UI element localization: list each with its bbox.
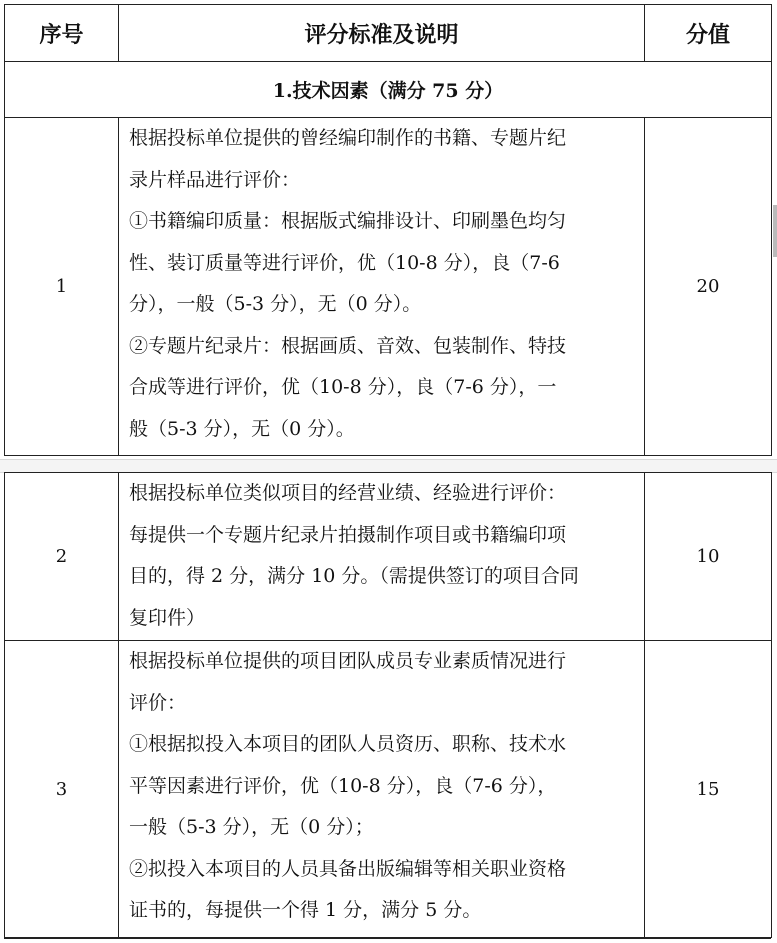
row-criteria	[119, 473, 645, 641]
table-row	[5, 473, 772, 641]
section-row	[5, 62, 772, 118]
criteria-line: ①根据拟投入本项目的团队人员资历、职称、技术水	[129, 733, 567, 755]
page-edge-mark	[773, 205, 777, 257]
scoring-table-page-2	[4, 472, 772, 938]
row-index: 1	[5, 118, 119, 456]
table-continuation-edge	[4, 938, 771, 943]
criteria-line: ①书籍编印质量：根据版式编排设计、印刷墨色均匀	[129, 210, 567, 232]
criteria-line: 分），一般（5-3 分），无（0 分）。	[129, 293, 422, 315]
criteria-line: 评价：	[129, 691, 187, 714]
row-index: 3	[5, 641, 119, 938]
criteria-line: 般（5-3 分），无（0 分）。	[129, 417, 355, 440]
header-criteria: 评分标准及说明	[119, 5, 645, 62]
criteria-line: ②拟投入本项目的人员具备出版编辑等相关职业资格	[129, 857, 567, 880]
criteria-line: 根据投标单位提供的项目团队成员专业素质情况进行	[129, 650, 567, 672]
row-index: 2	[5, 473, 119, 641]
criteria-line: ②专题片纪录片：根据画质、音效、包装制作、特技	[129, 334, 567, 357]
criteria-line: 性、装订质量等进行评价，优（10-8 分），良（7-6	[129, 251, 560, 274]
row-criteria	[119, 641, 645, 938]
criteria-line: 根据投标单位提供的曾经编印制作的书籍、专题片纪	[129, 127, 567, 149]
header-index: 序号	[5, 5, 119, 62]
page-break	[0, 459, 777, 473]
criteria-line: 一般（5-3 分），无（0 分）；	[129, 816, 374, 838]
header-score: 分值	[645, 5, 772, 62]
section-title: 1.技术因素（满分 75 分）	[5, 62, 772, 118]
criteria-line: 证书的，每提供一个得 1 分，满分 5 分。	[129, 899, 482, 921]
criteria-line: 平等因素进行评价，优（10-8 分），良（7-6 分），	[129, 774, 557, 797]
table-header-row	[5, 5, 772, 62]
table-row	[5, 641, 772, 938]
criteria-line: 录片样品进行评价：	[129, 168, 301, 191]
table-row	[5, 118, 772, 456]
criteria-line: 复印件）	[129, 606, 206, 629]
criteria-line: 目的，得 2 分，满分 10 分。（需提供签订的项目合同	[129, 565, 579, 587]
criteria-line: 合成等进行评价，优（10-8 分），良（7-6 分），一	[129, 376, 557, 398]
criteria-line: 每提供一个专题片纪录片拍摄制作项目或书籍编印项	[129, 523, 567, 546]
row-criteria	[119, 118, 645, 456]
row-score: 15	[645, 641, 772, 938]
row-score: 20	[645, 118, 772, 456]
scoring-table-page-1	[4, 4, 772, 456]
row-score: 10	[645, 473, 772, 641]
criteria-line: 根据投标单位类似项目的经营业绩、经验进行评价：	[129, 482, 567, 504]
